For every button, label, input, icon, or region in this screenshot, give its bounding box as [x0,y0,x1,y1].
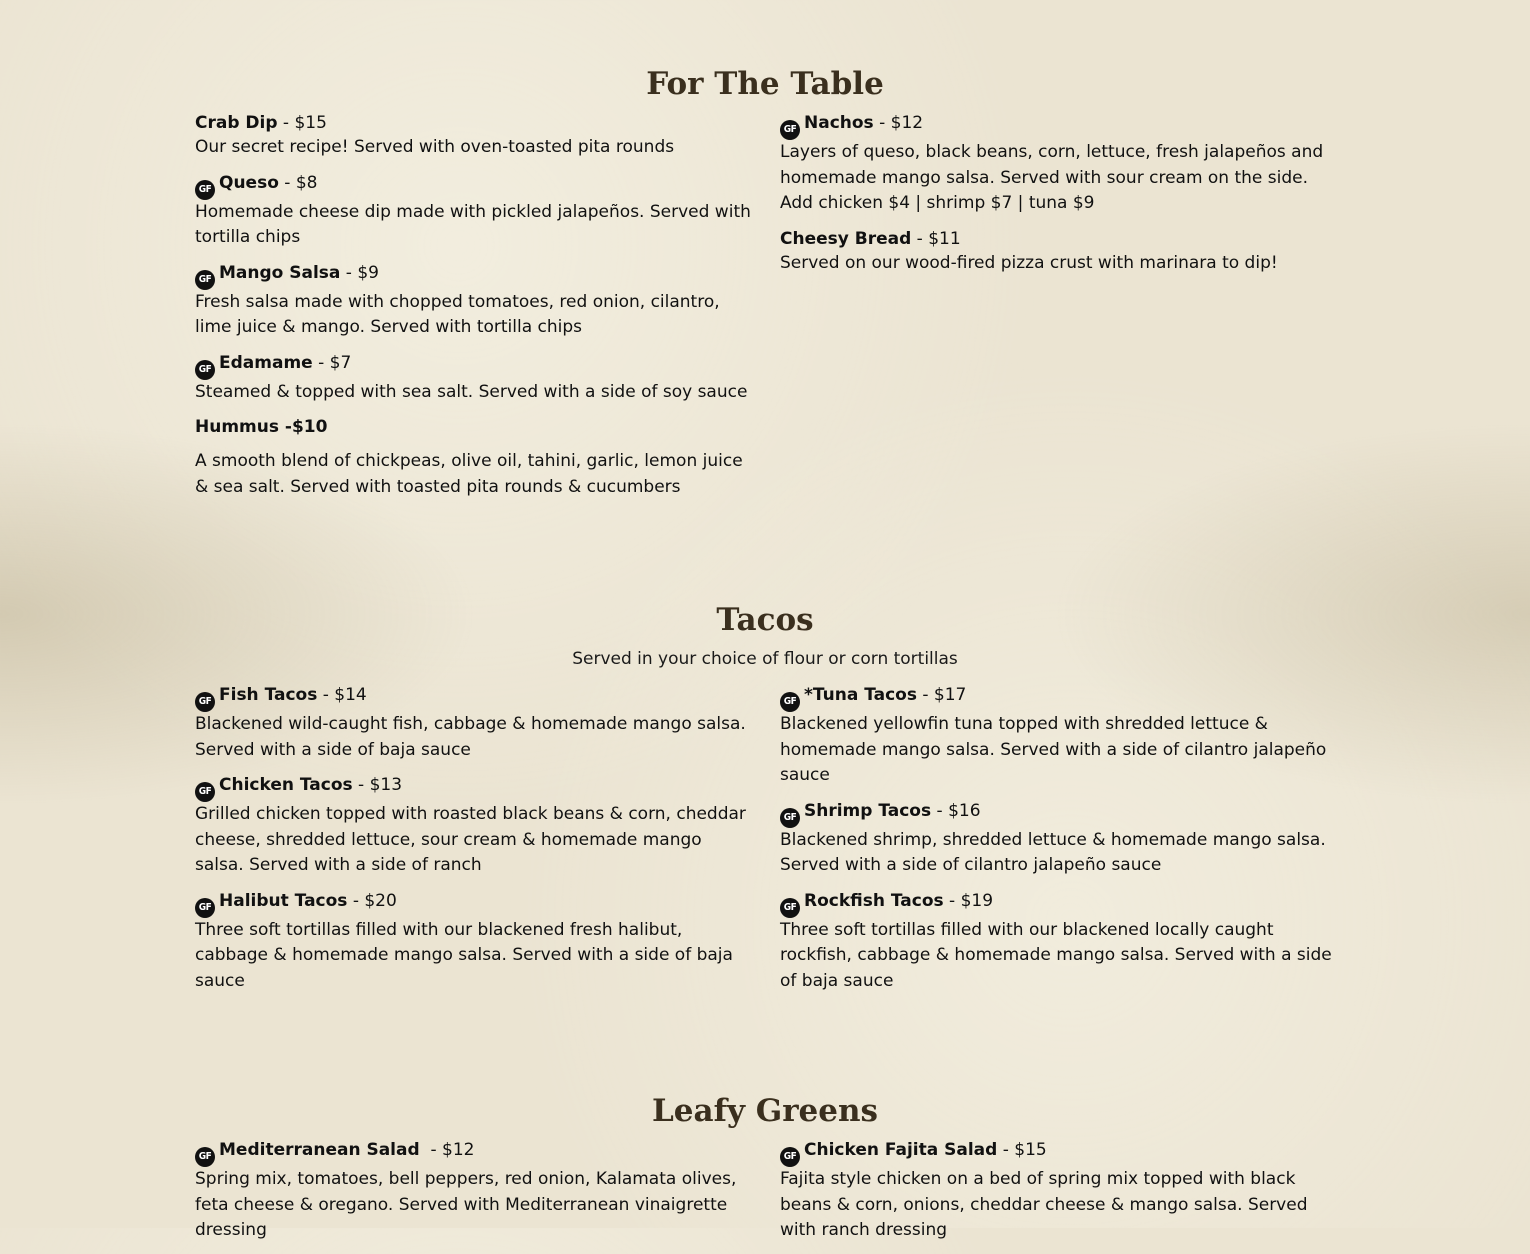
item-header [195,1138,751,1167]
item-name: Rockfish Tacos [804,890,944,911]
gluten-free-icon: GF [780,692,800,712]
menu-item-queso [195,171,751,251]
item-price: - $17 [916,685,967,705]
item-description: Fajita style chicken on a bed of spring mix topped with black beans & corn, onions, cheddar cheese & mango salsa. Served with ranch dressing [780,1169,1308,1240]
item-price: - $15 [277,113,327,133]
gluten-free-icon: GF [780,120,800,140]
section-title: Leafy Greens [652,1093,878,1129]
item-price: - $8 [278,172,318,193]
item-price: - $16 [931,800,981,821]
item-name: Mango Salsa [219,262,341,283]
item-price: - $19 [943,890,994,911]
item-price: - $12 [873,113,924,133]
item-header [195,683,751,712]
item-name: Crab Dip [195,113,278,133]
menu-item-edamame [195,351,751,406]
item-description: Three soft tortillas filled with our blackened locally caught rockfish, cabbage & homemade mango salsa. Served with a side of baja sauce [780,919,1332,991]
item-price: - $15 [997,1140,1047,1160]
item-add-ons: Add chicken $4 | shrimp $7 | tuna $9 [780,193,1095,213]
menu-item-halibut-tacos [195,889,751,995]
item-header [195,889,751,918]
item-header [195,773,751,802]
menu-item-nachos [780,111,1336,217]
item-name: Halibut Tacos [219,890,348,911]
item-header [780,227,1336,251]
item-description: Fresh salsa made with chopped tomatoes, red onion, cilantro, lime juice & mango. Served with tortilla chips [195,291,720,337]
item-name: Chicken Tacos [219,775,353,795]
gluten-free-icon: GF [780,1147,800,1167]
menu-column-right [780,111,1336,286]
gluten-free-icon: GF [195,898,215,918]
gluten-free-icon: GF [195,1147,215,1167]
menu-item-shrimp-tacos [780,799,1336,879]
item-header [780,799,1336,828]
menu-item-tuna-tacos [780,683,1336,789]
item-description: Grilled chicken topped with roasted black beans & corn, cheddar cheese, shredded lettuce, sour cream & homemade mango salsa. Served with a side of ranch [195,804,746,875]
item-description: Blackened wild-caught fish, cabbage & homemade mango salsa. Served with a side of baja sauce [195,714,746,760]
gluten-free-icon: GF [780,808,800,828]
item-name: Cheesy Bread [780,228,912,249]
menu-item-cheesy-bread [780,227,1336,277]
item-name: Nachos [804,113,874,133]
menu-column-right [780,1138,1336,1254]
item-description: Blackened yellowfin tuna topped with shredded lettuce & homemade mango salsa. Served with a side of cilantro jalapeño sauce [780,714,1327,785]
item-header [780,889,1336,918]
menu-column-left [195,1138,751,1254]
item-name: Chicken Fajita Salad [804,1140,998,1160]
item-name: Hummus -$10 [195,417,328,437]
item-description: Our secret recipe! Served with oven-toasted pita rounds [195,137,675,157]
item-header [780,683,1336,712]
menu-column-left [195,683,751,1004]
item-description: Blackened shrimp, shredded lettuce & homemade mango salsa. Served with a side of cilantro jalapeño sauce [780,829,1326,875]
item-description: Served on our wood-fired pizza crust with marinara to dip! [780,252,1278,273]
item-name: *Tuna Tacos [804,685,917,705]
section-title: Tacos [716,602,814,638]
menu-item-mango-salsa [195,261,751,341]
menu-item-crab-dip [195,111,751,161]
item-price: - $12 [419,1140,475,1160]
item-header [780,111,1336,140]
gluten-free-icon: GF [195,782,215,802]
item-price: - $7 [312,352,352,373]
item-name: Edamame [219,352,313,373]
item-description: Spring mix, tomatoes, bell peppers, red onion, Kalamata olives, feta cheese & oregano. Served with Mediterranean vinaigrette dressing [195,1169,737,1240]
item-description: Three soft tortillas filled with our blackened fresh halibut, cabbage & homemade mango salsa. Served with a side of baja sauce [195,919,733,991]
item-price: - $20 [347,890,397,911]
item-description: Steamed & topped with sea salt. Served with a side of soy sauce [195,381,748,402]
gluten-free-icon: GF [195,360,215,380]
gluten-free-icon: GF [195,692,215,712]
item-price: - $14 [317,685,367,705]
menu-column-right [780,683,1336,1004]
item-name: Fish Tacos [219,685,318,705]
item-header [195,351,751,380]
menu-item-rockfish-tacos [780,889,1336,995]
item-price: - $11 [911,228,961,249]
item-description: Homemade cheese dip made with pickled jalapeños. Served with tortilla chips [195,201,751,247]
menu-item-chicken-tacos [195,773,751,879]
item-name: Shrimp Tacos [804,800,932,821]
item-price: - $9 [340,262,379,283]
item-header [195,111,751,135]
menu-item-hummus [195,415,751,500]
item-description: Layers of queso, black beans, corn, lettuce, fresh jalapeños and homemade mango salsa. Served with sour cream on the side. [780,142,1324,188]
item-header [195,171,751,200]
item-name: Mediterranean Salad [219,1140,420,1160]
item-price: - $13 [352,775,403,795]
item-header [780,1138,1336,1167]
section-subtitle: Served in your choice of flour or corn tortillas [572,649,958,669]
item-name: Queso [219,172,279,193]
section-title: For The Table [646,66,884,102]
item-header [195,261,751,290]
gluten-free-icon: GF [780,898,800,918]
menu-item-fish-tacos [195,683,751,763]
gluten-free-icon: GF [195,270,215,290]
gluten-free-icon: GF [195,180,215,200]
item-header [195,415,751,439]
item-description: A smooth blend of chickpeas, olive oil, tahini, garlic, lemon juice & sea salt. Served with toasted pita rounds & cucumbers [195,451,743,497]
menu-column-left [195,111,751,510]
